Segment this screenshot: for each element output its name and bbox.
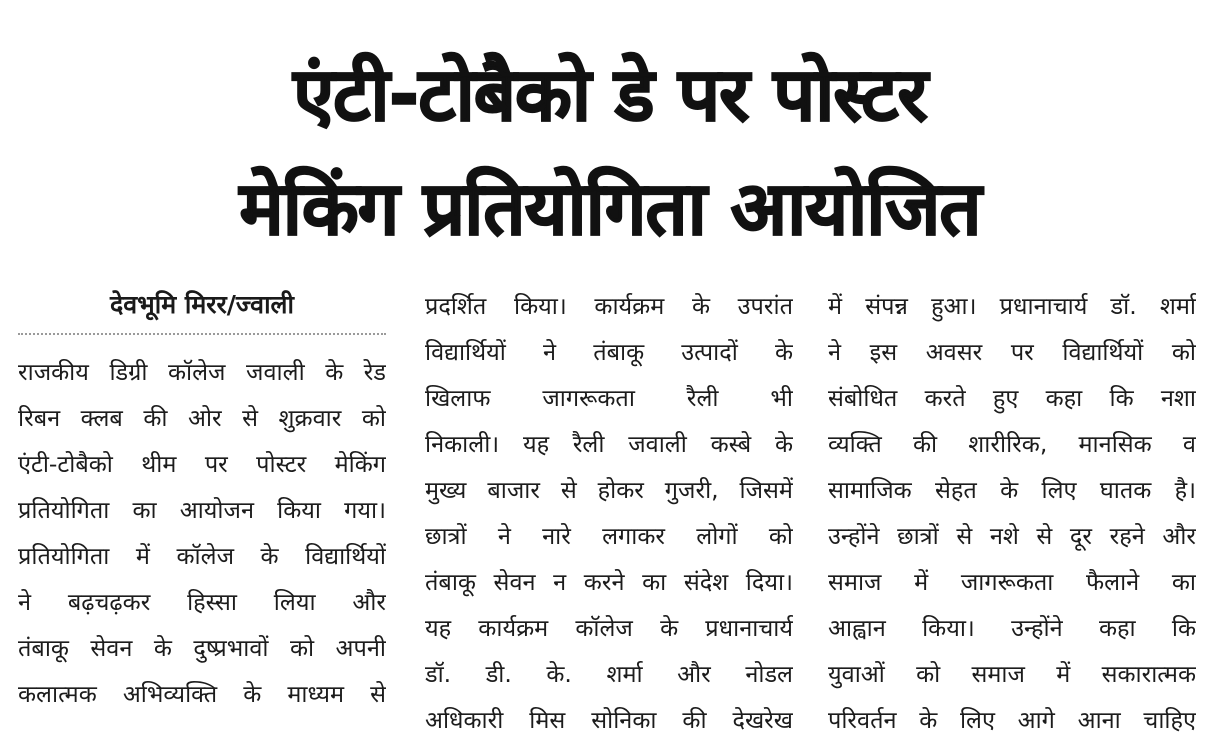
- text-line: छात्रों ने नारे लगाकर लोगों को: [425, 522, 793, 550]
- text-line: ने इस अवसर पर विद्यार्थियों को: [828, 338, 1196, 366]
- text-line: रिबन क्लब की ओर से शुक्रवार को: [18, 404, 386, 432]
- headline-line-2: मेकिंग प्रतियोगिता आयोजित: [239, 166, 981, 252]
- text-line: उन्होंने छात्रों से नशे से दूर रहने और: [828, 522, 1196, 550]
- text-line: व्यक्ति की शारीरिक, मानसिक व: [828, 430, 1196, 458]
- text-line: डॉ. डी. के. शर्मा और नोडल: [425, 660, 793, 688]
- article-column-3: [828, 283, 1196, 743]
- text-line: खिलाफ जागरूकता रैली भी: [425, 384, 793, 412]
- text-line: परिवर्तन के लिए आगे आना चाहिए: [828, 706, 1196, 734]
- text-line: निकाली। यह रैली जवाली कस्बे के: [425, 430, 793, 458]
- text-line: ने बढ़चढ़कर हिस्सा लिया और: [18, 588, 386, 616]
- text-line: सामाजिक सेहत के लिए घातक है।: [828, 476, 1196, 504]
- text-line: विद्यार्थियों ने तंबाकू उत्पादों के: [425, 338, 793, 366]
- text-line: युवाओं को समाज में सकारात्मक: [828, 660, 1196, 688]
- byline-divider: [18, 333, 386, 335]
- article-column-2: [425, 283, 793, 743]
- text-line: यह कार्यक्रम कॉलेज के प्रधानाचार्य: [425, 614, 793, 642]
- text-line: संबोधित करते हुए कहा कि नशा: [828, 384, 1196, 412]
- text-line: एंटी-टोबैको थीम पर पोस्टर मेकिंग: [18, 450, 386, 478]
- text-line: राजकीय डिग्री कॉलेज जवाली के रेड: [18, 358, 386, 386]
- text-line: अधिकारी मिस सोनिका की देखरेख: [425, 706, 793, 734]
- text-line: प्रतियोगिता का आयोजन किया गया।: [18, 496, 386, 524]
- byline: देवभूमि मिरर/ज्वाली: [110, 290, 294, 319]
- article-column-1: [18, 283, 386, 717]
- text-line: में संपन्न हुआ। प्रधानाचार्य डॉ. शर्मा: [828, 292, 1196, 320]
- text-line: प्रतियोगिता में कॉलेज के विद्यार्थियों: [18, 542, 386, 570]
- text-line: तंबाकू सेवन न करने का संदेश दिया।: [425, 568, 793, 596]
- text-line: मुख्य बाजार से होकर गुजरी, जिसमें: [425, 476, 793, 504]
- headline-line-1: एंटी-टोबैको डे पर पोस्टर: [293, 52, 927, 138]
- text-line: कलात्मक अभिव्यक्ति के माध्यम से: [18, 680, 386, 708]
- text-line: आह्वान किया। उन्होंने कहा कि: [828, 614, 1196, 642]
- text-line: समाज में जागरूकता फैलाने का: [828, 568, 1196, 596]
- column-1-text: [18, 349, 386, 717]
- text-line: तंबाकू सेवन के दुष्प्रभावों को अपनी: [18, 634, 386, 662]
- text-line: प्रदर्शित किया। कार्यक्रम के उपरांत: [425, 292, 793, 320]
